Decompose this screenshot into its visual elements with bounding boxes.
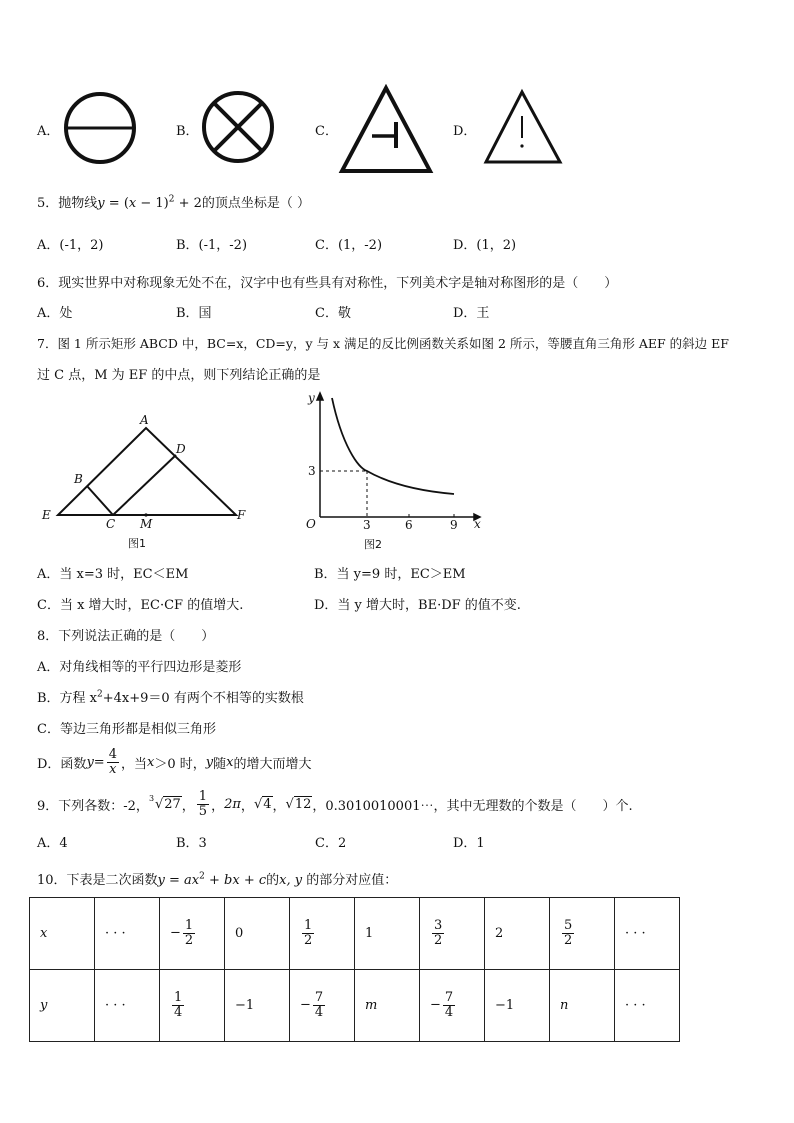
table-cell: −1: [485, 970, 550, 1042]
q4-option-a-label: A．: [37, 124, 60, 139]
table-cell: n: [550, 970, 615, 1042]
table-row-y: [30, 970, 680, 1042]
q6-option-d: D．王: [453, 306, 490, 321]
table-row-x: [30, 898, 680, 970]
table-cell: 1: [355, 898, 420, 970]
table-cell: − $\frac{1}{2}$: [160, 898, 225, 970]
table-cell: · · ·: [95, 898, 160, 970]
table-cell: · · ·: [95, 970, 160, 1042]
q4-option-d-label: D．: [453, 124, 477, 139]
table-cell: $\frac{1}{2}$: [290, 898, 355, 970]
q8-option-a: A．对角线相等的平行四边形是菱形: [37, 660, 242, 675]
q8-question: 8．下列说法正确的是（ ）: [37, 629, 215, 644]
q7-question-line1: 7．图 1 所示矩形 ABCD 中，BC=x，CD=y，y 与 x 满足的反比例函数关系如图 2 所示，等腰直角三角形 AEF 的斜边 EF: [37, 336, 729, 351]
q6-option-a: A．处: [37, 306, 73, 321]
table-cell: 2: [485, 898, 550, 970]
triangle-t-sign-icon: [338, 84, 434, 174]
q5-option-c: C．(1，-2): [315, 238, 383, 253]
table-cell: − $\frac{7}{4}$: [290, 970, 355, 1042]
q7-option-d: D．当 y 增大时，BE·DF 的值不变.: [314, 598, 521, 613]
q7-figure-1: [36, 408, 258, 556]
q5-option-d: D．(1，2): [453, 238, 517, 253]
fig1-label-e: E: [42, 508, 51, 522]
q9-question: 9．下列各数：-2， 3 √27 ， $\frac{1}{5}$ ， 2π ， √4 ， √12 ，0.3010010001⋯，其中无理数的个数是（ ）个.: [37, 788, 633, 819]
fig2-x-tick-6: 6: [405, 518, 413, 532]
fig2-x-tick-3: 3: [363, 518, 371, 532]
q9-option-b: B．3: [176, 836, 207, 851]
q8-option-d: D．函数 y = $\frac{4}{x}$ ，当 x ＞0 时， y 随 x 的增大而增大: [37, 746, 312, 777]
fig1-label-d: D: [176, 442, 186, 456]
fig2-x-tick-9: 9: [450, 518, 458, 532]
fig2-x-axis-label: x: [474, 517, 481, 531]
q5-question: 5．抛物线$y = (x - 1)^2 + 2$的顶点坐标是（ ）: [37, 194, 311, 211]
table-cell: · · ·: [615, 970, 680, 1042]
fig2-origin-label: O: [306, 517, 316, 531]
table-cell: −1: [225, 970, 290, 1042]
fig2-y-tick: 3: [308, 464, 316, 478]
q8-option-c: C．等边三角形都是相似三角形: [37, 722, 216, 737]
q7-question-line2: 过 C 点，M 为 EF 的中点，则下列结论正确的是: [37, 368, 321, 383]
table-cell: 0: [225, 898, 290, 970]
table-cell: · · ·: [615, 898, 680, 970]
circle-horizontal-line-icon: [62, 90, 140, 168]
q4-option-b-label: B．: [176, 124, 199, 139]
q7-option-b: B．当 y=9 时，EC＞EM: [314, 567, 466, 582]
q6-question: 6．现实世界中对称现象无处不在，汉字中也有些具有对称性，下列美术字是轴对称图形的是（ ）: [37, 276, 618, 291]
fig2-y-axis-label: y: [308, 391, 315, 405]
fig2-caption: 图2: [364, 538, 382, 551]
q5-option-b: B．(-1，-2): [176, 238, 248, 253]
table-cell-head-y: y: [30, 970, 95, 1042]
fig1-label-f: F: [237, 508, 246, 522]
table-cell: − $\frac{7}{4}$: [420, 970, 485, 1042]
table-cell: $\frac{3}{2}$: [420, 898, 485, 970]
q7-figure-2: [296, 390, 492, 556]
table-cell-head-x: x: [30, 898, 95, 970]
fig1-caption: 图1: [128, 537, 146, 550]
q4-option-c-label: C．: [315, 124, 338, 139]
table-cell: m: [355, 970, 420, 1042]
q7-option-a: A．当 x=3 时，EC＜EM: [37, 567, 189, 582]
q6-option-c: C．敬: [315, 306, 351, 321]
table-cell: $\frac{5}{2}$: [550, 898, 615, 970]
fig1-label-m: M: [140, 517, 153, 531]
fig1-label-b: B: [74, 472, 83, 486]
triangle-exclamation-icon: [482, 88, 566, 168]
q7-option-c: C．当 x 增大时，EC·CF 的值增大.: [37, 598, 244, 613]
q10-value-table: [29, 897, 680, 1042]
q9-option-a: A．4: [37, 836, 68, 851]
q9-option-d: D．1: [453, 836, 485, 851]
fig1-label-a: A: [140, 413, 149, 427]
q6-option-b: B．国: [176, 306, 212, 321]
q8-option-b: B．方程 $x^2+4x+9=0$ 有两个不相等的实数根: [37, 689, 304, 706]
q5-option-a: A．(-1，2): [37, 238, 104, 253]
q10-question: 10．下表是二次函数$y = ax^2$ + bx + c的x, y 的部分对应值：: [37, 871, 398, 888]
fig1-label-c: C: [106, 517, 116, 531]
q9-option-c: C．2: [315, 836, 347, 851]
table-cell: $\frac{1}{4}$: [160, 970, 225, 1042]
circle-x-icon: [200, 88, 278, 168]
